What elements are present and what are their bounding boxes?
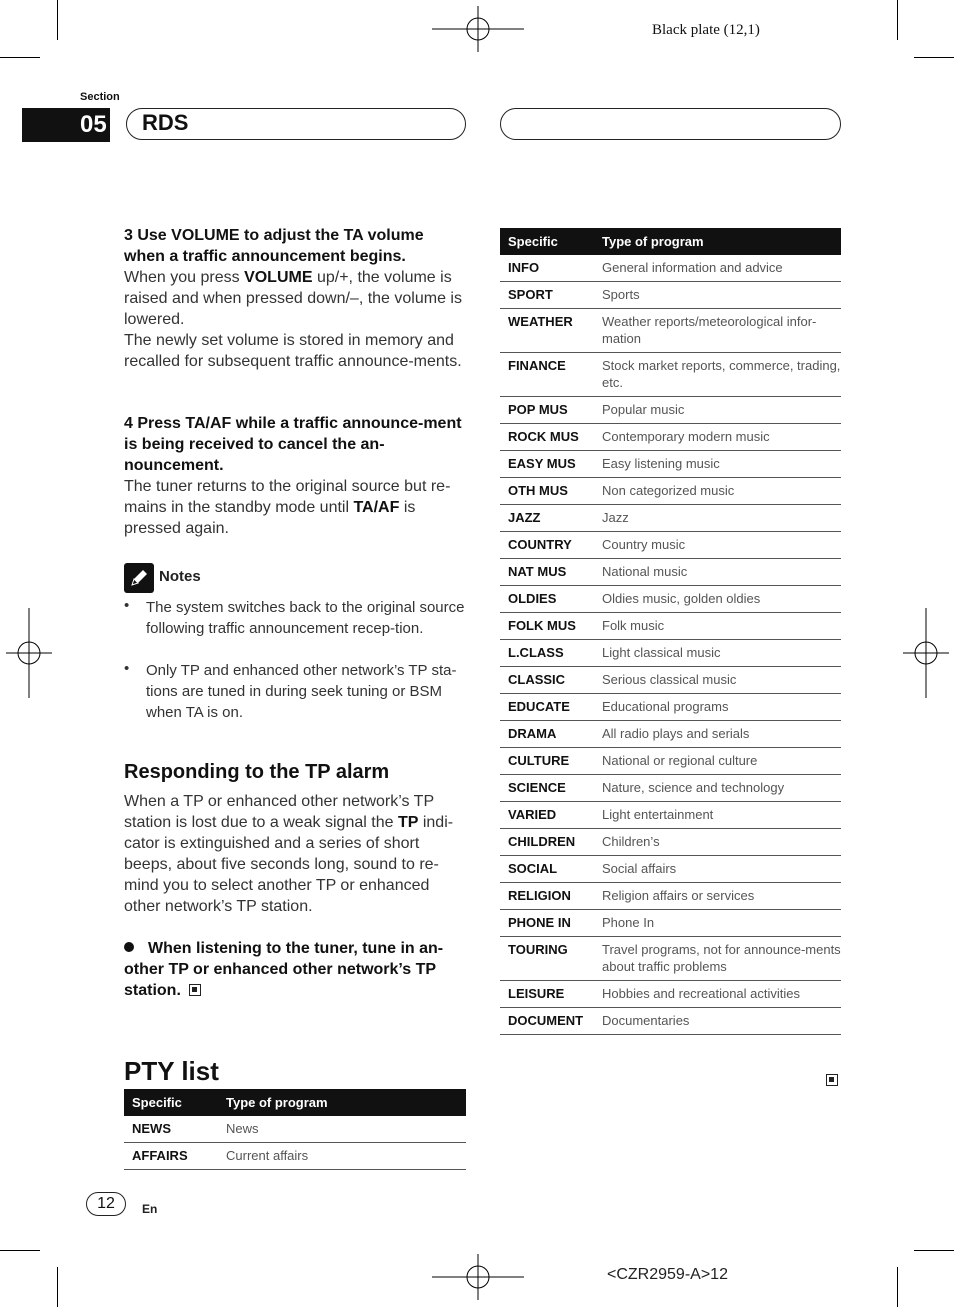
column-header-type: Type of program: [594, 228, 841, 255]
step-3-body: When you press VOLUME up/+, the volume is raised and when pressed down/–, the volume is lowered. The newly set volume is stored in memory and recalled for subsequent traffic announce-ments.: [124, 269, 462, 370]
table-row: [124, 1116, 466, 1143]
pty-code: L.CLASS: [500, 640, 594, 667]
note-item: The system switches back to the original source following traffic announcement recep-tion.: [146, 599, 465, 637]
step-4: [124, 413, 466, 539]
pty-description: Current affairs: [218, 1143, 466, 1170]
table-row: [500, 694, 841, 721]
pty-description: Contemporary modern music: [594, 424, 841, 451]
pty-description: Hobbies and recreational activities: [594, 981, 841, 1008]
pty-code: EASY MUS: [500, 451, 594, 478]
section-number: 05: [80, 111, 107, 138]
table-row: [500, 856, 841, 883]
table-row: [500, 559, 841, 586]
table-row: [500, 883, 841, 910]
pty-code: DOCUMENT: [500, 1008, 594, 1035]
step-3: [124, 225, 466, 372]
pty-code: FINANCE: [500, 353, 594, 397]
pty-code: EDUCATE: [500, 694, 594, 721]
pty-description: Light classical music: [594, 640, 841, 667]
table-row: [500, 910, 841, 937]
tp-alarm-body: When a TP or enhanced other network’s TP station is lost due to a weak signal the TP indi-cator is extinguished and a series of short beeps, about five seconds long, sound to re-mind you to select another TP or enhanced other network’s TP station.: [124, 793, 454, 915]
pty-description: Educational programs: [594, 694, 841, 721]
pty-description: Light entertainment: [594, 802, 841, 829]
right-header-pill: [500, 108, 841, 140]
table-row: [500, 640, 841, 667]
registration-mark-right: [903, 608, 949, 698]
page-number: 12: [86, 1192, 126, 1216]
pty-code: CHILDREN: [500, 829, 594, 856]
column-header-specific: Specific: [500, 228, 594, 255]
pty-code: CLASSIC: [500, 667, 594, 694]
pty-description: Social affairs: [594, 856, 841, 883]
pty-code: ROCK MUS: [500, 424, 594, 451]
column-header-type: Type of program: [218, 1089, 466, 1116]
pty-description: Oldies music, golden oldies: [594, 586, 841, 613]
table-row: [500, 532, 841, 559]
notes-list: [124, 597, 466, 727]
registration-mark-left: [6, 608, 52, 698]
step-3-title: 3 Use VOLUME to adjust the TA volume when a traffic announcement begins.: [124, 227, 424, 265]
volume-label: VOLUME: [244, 269, 313, 286]
pty-code: VARIED: [500, 802, 594, 829]
column-header-specific: Specific: [124, 1089, 218, 1116]
end-mark-icon: [826, 1074, 838, 1086]
pty-description: National or regional culture: [594, 748, 841, 775]
table-row: [500, 505, 841, 532]
pty-table-left: [124, 1089, 466, 1170]
pty-description: National music: [594, 559, 841, 586]
section-number-tab: [22, 108, 110, 142]
table-header-row: [500, 228, 841, 255]
pty-code: NAT MUS: [500, 559, 594, 586]
pty-code: FOLK MUS: [500, 613, 594, 640]
table-row: [500, 478, 841, 505]
note-item: Only TP and enhanced other network’s TP sta-tions are tuned in during seek tuning or BSM when TA is on.: [146, 662, 457, 721]
pty-code: SPORT: [500, 282, 594, 309]
notes-icon: [124, 563, 154, 593]
step-4-title: 4 Press TA/AF while a traffic announce-ment is being received to cancel the an-nouncement.: [124, 415, 462, 474]
pty-description: Folk music: [594, 613, 841, 640]
pty-description: Country music: [594, 532, 841, 559]
pty-code: POP MUS: [500, 397, 594, 424]
pty-description: Serious classical music: [594, 667, 841, 694]
bullet: •: [124, 597, 130, 614]
pty-description: Phone In: [594, 910, 841, 937]
pty-code: JAZZ: [500, 505, 594, 532]
pty-code: TOURING: [500, 937, 594, 981]
pty-code: WEATHER: [500, 309, 594, 353]
tp-alarm-heading: Responding to the TP alarm: [124, 761, 390, 783]
pty-code: INFO: [500, 255, 594, 282]
pty-code: SCIENCE: [500, 775, 594, 802]
pty-description: Documentaries: [594, 1008, 841, 1035]
table-row: [500, 424, 841, 451]
pty-description: Children’s: [594, 829, 841, 856]
ta-af-label: TA/AF: [353, 499, 400, 516]
section-title: RDS: [142, 110, 189, 135]
pty-description: General information and advice: [594, 255, 841, 282]
pty-description: Popular music: [594, 397, 841, 424]
pty-description: Weather reports/meteorological infor-mation: [594, 309, 841, 353]
table-row: [500, 937, 841, 981]
pty-code: LEISURE: [500, 981, 594, 1008]
end-mark-icon: [189, 984, 201, 996]
pty-code: COUNTRY: [500, 532, 594, 559]
table-row: [500, 353, 841, 397]
pty-description: Stock market reports, commerce, trading, etc.: [594, 353, 841, 397]
pty-description: News: [218, 1116, 466, 1143]
pty-description: Easy listening music: [594, 451, 841, 478]
pty-description: Travel programs, not for announce-ments about traffic problems: [594, 937, 841, 981]
table-row: [500, 397, 841, 424]
table-row: [500, 613, 841, 640]
pty-description: Jazz: [594, 505, 841, 532]
table-row: [500, 586, 841, 613]
pty-code: AFFAIRS: [124, 1143, 218, 1170]
table-row: [500, 1008, 841, 1035]
table-row: [500, 309, 841, 353]
tp-step: [124, 938, 466, 1001]
notes-heading: Notes: [159, 568, 201, 585]
document-code: <CZR2959-A>12: [607, 1266, 728, 1283]
table-row: [500, 829, 841, 856]
registration-mark-bottom: [432, 1254, 524, 1300]
plate-label: Black plate (12,1): [652, 22, 760, 38]
pty-code: NEWS: [124, 1116, 218, 1143]
table-row: [500, 981, 841, 1008]
table-row: [500, 748, 841, 775]
pty-code: OLDIES: [500, 586, 594, 613]
pty-code: RELIGION: [500, 883, 594, 910]
table-header-row: [124, 1089, 466, 1116]
pty-list-heading: PTY list: [124, 1056, 219, 1086]
language-label: En: [142, 1202, 158, 1216]
pty-code: PHONE IN: [500, 910, 594, 937]
step-4-body: The tuner returns to the original source but re-mains in the standby mode until TA/AF is pressed again.: [124, 478, 451, 537]
section-label: Section: [80, 91, 120, 103]
bullet: •: [124, 660, 130, 677]
pty-description: Non categorized music: [594, 478, 841, 505]
tp-label: TP: [397, 814, 419, 831]
table-row: [500, 282, 841, 309]
table-row: [500, 721, 841, 748]
table-row: [500, 775, 841, 802]
pty-code: SOCIAL: [500, 856, 594, 883]
table-row: [500, 802, 841, 829]
pty-table-right: [500, 228, 841, 1035]
pty-description: Sports: [594, 282, 841, 309]
pty-code: OTH MUS: [500, 478, 594, 505]
bullet-dot-icon: [124, 942, 134, 952]
pty-description: Religion affairs or services: [594, 883, 841, 910]
table-row: [124, 1143, 466, 1170]
registration-mark-top: [432, 6, 524, 52]
table-row: [500, 451, 841, 478]
table-row: [500, 667, 841, 694]
tp-step-text: When listening to the tuner, tune in an-other TP or enhanced other network’s TP station.: [124, 940, 444, 999]
pty-code: DRAMA: [500, 721, 594, 748]
pty-code: CULTURE: [500, 748, 594, 775]
pty-description: All radio plays and serials: [594, 721, 841, 748]
table-row: [500, 255, 841, 282]
pty-description: Nature, science and technology: [594, 775, 841, 802]
